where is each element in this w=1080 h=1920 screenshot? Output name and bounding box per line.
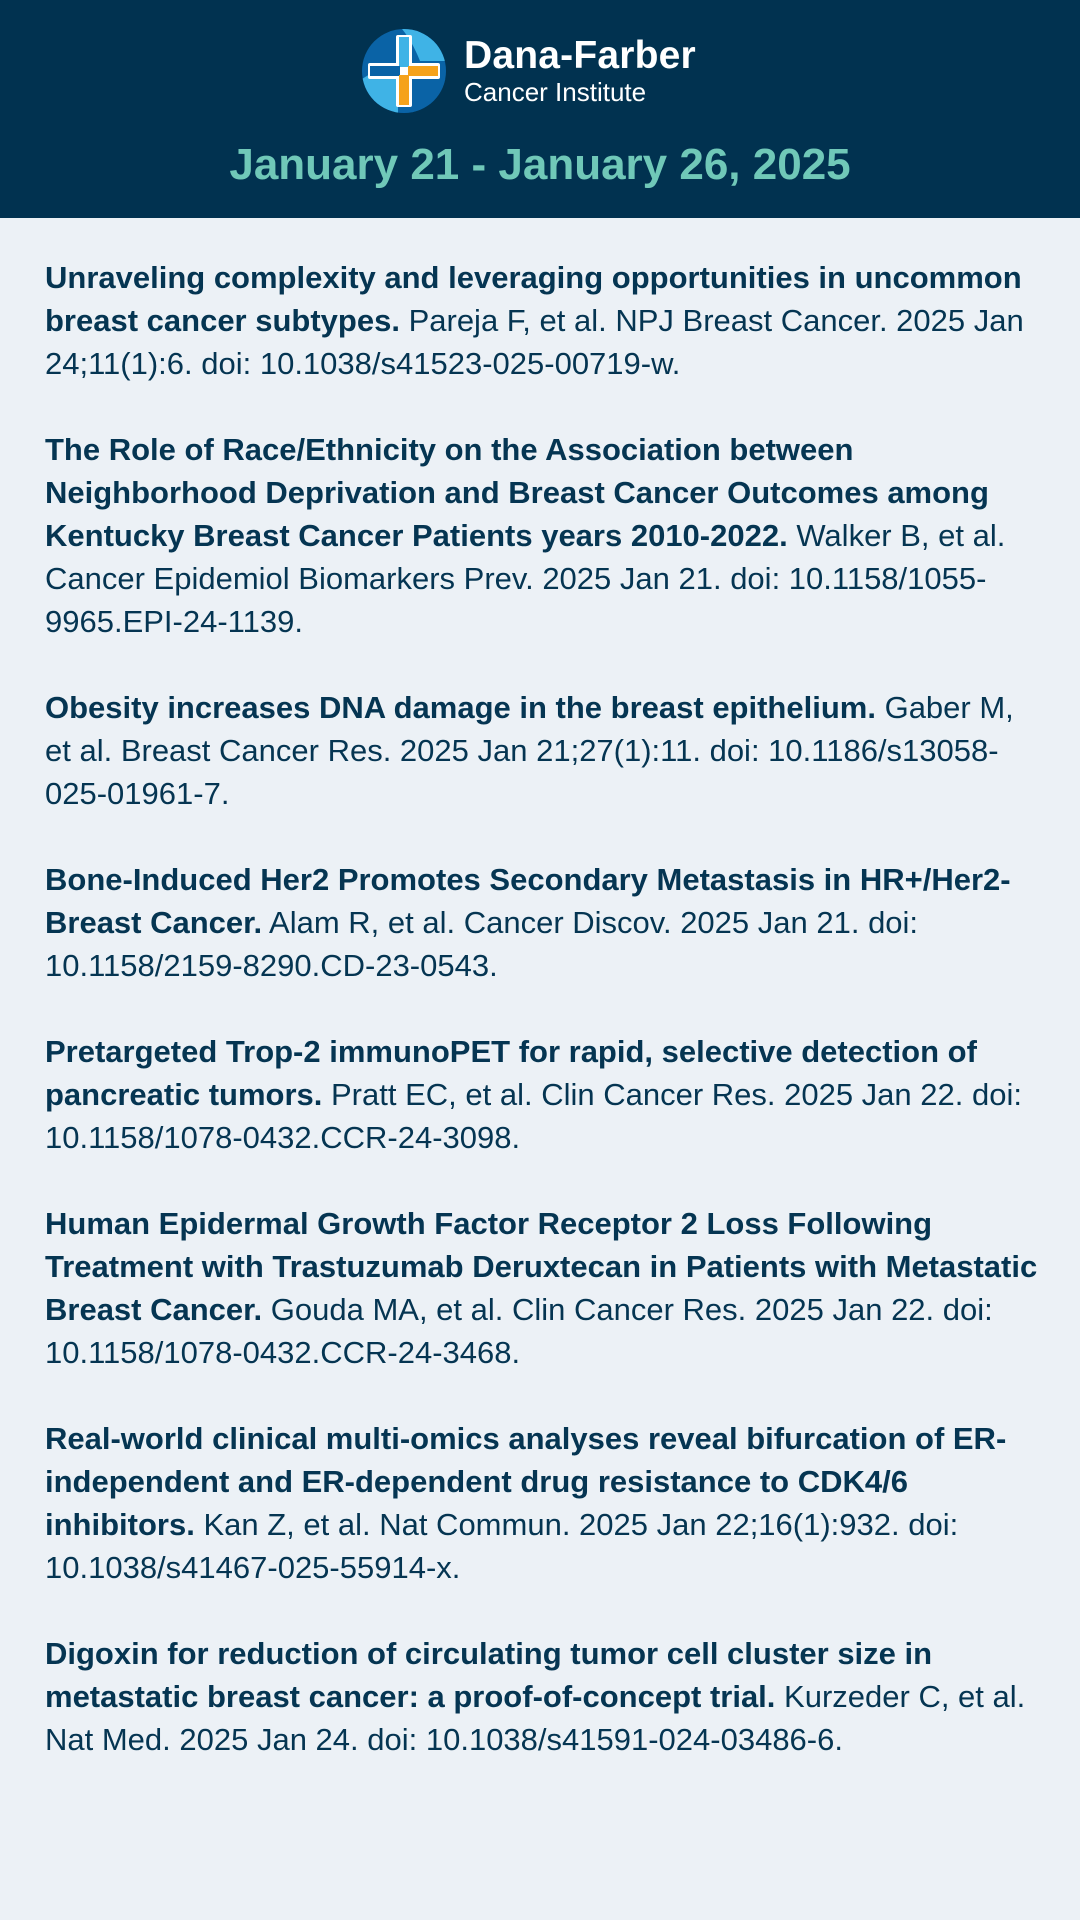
dana-farber-logo[interactable] <box>362 29 696 113</box>
publication-title[interactable]: Obesity increases DNA damage in the breast epithelium. <box>45 690 876 725</box>
publication-title[interactable]: Human Epidermal Growth Factor Receptor 2 Loss Following Treatment with Trastuzumab Deruxtecan in Patients with Metastatic Breast Cancer. <box>45 1206 1038 1327</box>
publication-title[interactable]: Bone-Induced Her2 Promotes Secondary Metastasis in HR+/Her2- Breast Cancer. <box>45 862 1011 940</box>
publication-citation: Kan Z, et al. Nat Commun. 2025 Jan 22;16(1):932. doi: 10.1038/s41467-025-55914-x. <box>45 1507 959 1585</box>
publication-citation: Walker B, et al. Cancer Epidemiol Biomarkers Prev. 2025 Jan 21. doi: 10.1158/1055-9965.EPI-24-1139. <box>45 518 1006 639</box>
date-range-heading: January 21 - January 26, 2025 <box>229 140 851 189</box>
publication-citation: Pratt EC, et al. Clin Cancer Res. 2025 Jan 22. doi: 10.1158/1078-0432.CCR-24-3098. <box>45 1077 1022 1155</box>
publication-entry[interactable] <box>45 858 1045 987</box>
logo-wordmark <box>464 35 696 107</box>
publication-citation: Pareja F, et al. NPJ Breast Cancer. 2025 Jan 24;11(1):6. doi: 10.1038/s41523-025-00719-w. <box>45 303 1024 381</box>
publication-entry[interactable] <box>45 686 1045 815</box>
publication-title[interactable]: Digoxin for reduction of circulating tumor cell cluster size in metastatic breast cancer: a proof-of-concept trial. <box>45 1636 933 1714</box>
publication-title[interactable]: The Role of Race/Ethnicity on the Association between Neighborhood Deprivation and Breast Cancer Outcomes among Kentucky Breast Cancer Patients years 2010-2022. <box>45 432 989 553</box>
publication-title[interactable]: Real-world clinical multi-omics analyses reveal bifurcation of ER-independent and ER-dependent drug resistance to CDK4/6 inhibitors. <box>45 1421 1007 1542</box>
publication-entry[interactable] <box>45 1417 1045 1589</box>
publication-citation: Alam R, et al. Cancer Discov. 2025 Jan 21. doi: 10.1158/2159-8290.CD-23-0543. <box>45 905 919 983</box>
publication-citation: Gaber M, et al. Breast Cancer Res. 2025 Jan 21;27(1):11. doi: 10.1186/s13058-025-01961-7. <box>45 690 1014 811</box>
header-banner <box>0 0 1080 218</box>
publication-entry[interactable] <box>45 428 1045 643</box>
publication-entry[interactable] <box>45 1202 1045 1374</box>
logo-subtitle: Cancer Institute <box>464 77 647 107</box>
publication-title[interactable]: Unraveling complexity and leveraging opportunities in uncommon breast cancer subtypes. <box>45 260 1022 338</box>
publication-title[interactable]: Pretargeted Trop-2 immunoPET for rapid, selective detection of pancreatic tumors. <box>45 1034 977 1112</box>
publication-list <box>45 256 1045 1804</box>
publication-entry[interactable] <box>45 1632 1045 1761</box>
publication-citation: Gouda MA, et al. Clin Cancer Res. 2025 Jan 22. doi: 10.1158/1078-0432.CCR-24-3468. <box>45 1292 993 1370</box>
publication-citation: Kurzeder C, et al. Nat Med. 2025 Jan 24. doi: 10.1038/s41591-024-03486-6. <box>45 1679 1026 1757</box>
publication-entry[interactable] <box>45 256 1045 385</box>
logo-name: Dana-Farber <box>464 34 696 77</box>
publication-entry[interactable] <box>45 1030 1045 1159</box>
dana-farber-logo-icon <box>362 29 446 113</box>
